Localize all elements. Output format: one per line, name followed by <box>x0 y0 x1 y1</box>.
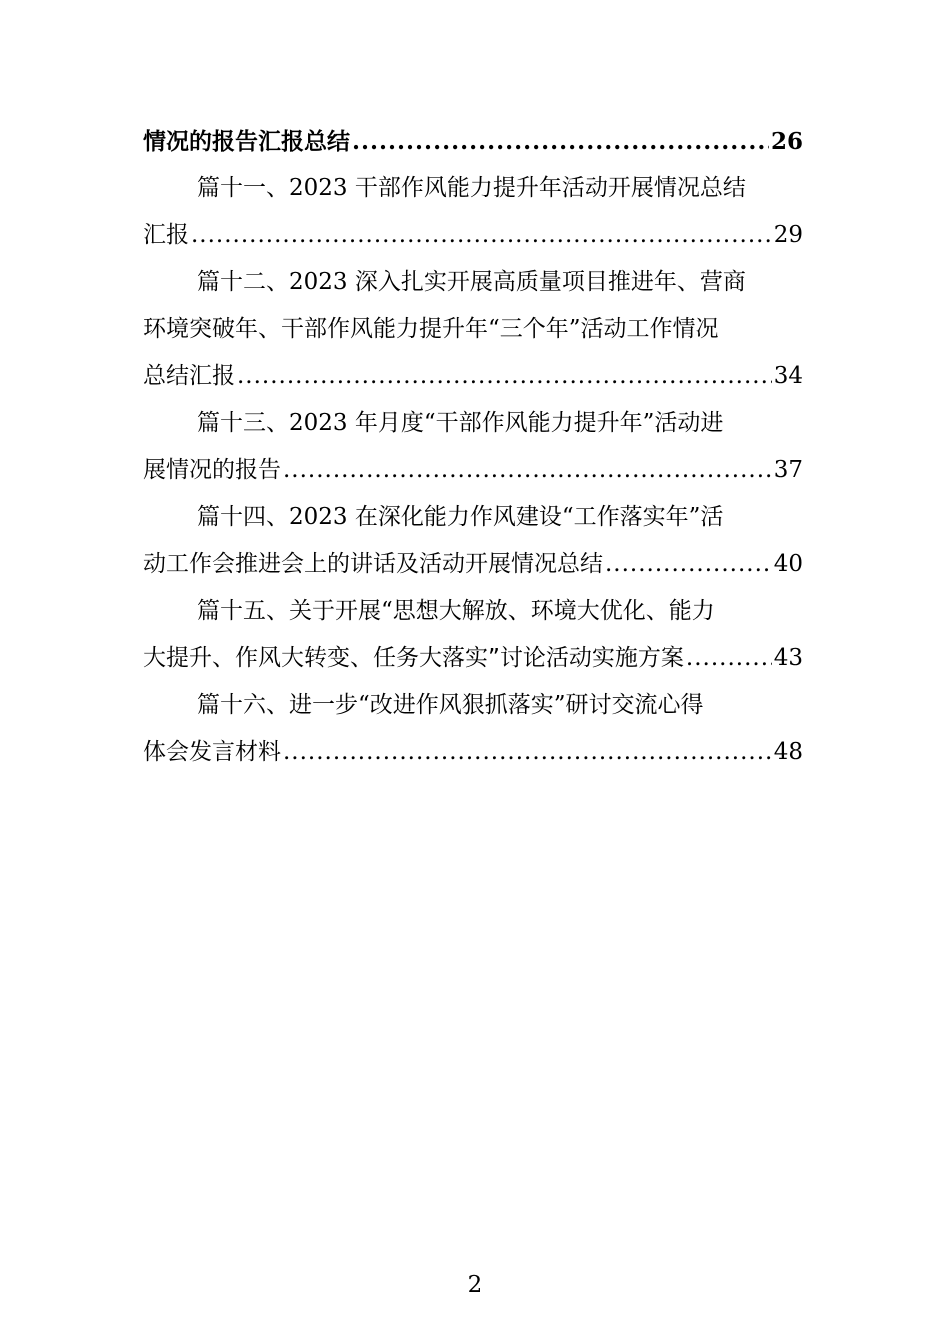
toc-leader-dots <box>237 353 772 400</box>
toc-entry-12-title[interactable]: 篇十二、2023 深入扎实开展高质量项目推进年、营商 <box>197 269 746 295</box>
toc-entry-12-title-cont[interactable]: 环境突破年、干部作风能力提升年“三个年”活动工作情况 <box>143 316 719 342</box>
toc-entry-12-last-line[interactable] <box>143 353 803 400</box>
toc-entry-14-last-line[interactable] <box>143 541 803 588</box>
toc-leader-dots <box>605 541 772 588</box>
toc-entry-14-title[interactable]: 篇十四、2023 在深化能力作风建设“工作落实年”活 <box>197 504 724 530</box>
toc-leader-dots <box>191 212 772 259</box>
toc-entry-11-page: 29 <box>773 222 803 248</box>
toc-entry-16-last-line[interactable] <box>143 729 803 776</box>
toc-entry-16-title[interactable]: 篇十六、进一步“改进作风狠抓落实”研讨交流心得 <box>197 692 704 718</box>
toc-entry-16-label: 体会发言材料 <box>143 739 281 765</box>
toc-entry-10-last-line[interactable] <box>143 118 803 165</box>
toc-entry-14-page: 40 <box>773 551 803 577</box>
toc-entry-11-title[interactable]: 篇十一、2023 干部作风能力提升年活动开展情况总结 <box>197 175 746 201</box>
toc-entry-12-label: 总结汇报 <box>143 363 235 389</box>
toc-entry-13-page: 37 <box>773 457 803 483</box>
toc-entry-16-page: 48 <box>773 739 803 765</box>
toc-entry-15-last-line[interactable] <box>143 635 803 682</box>
toc-entry-13-title[interactable]: 篇十三、2023 年月度“干部作风能力提升年”活动进 <box>197 410 724 436</box>
toc-entry-10-page: 26 <box>770 128 803 155</box>
page-number: 2 <box>467 1272 483 1298</box>
toc-entry-13-last-line[interactable] <box>143 447 803 494</box>
toc-leader-dots <box>686 635 772 682</box>
toc-leader-dots <box>283 447 772 494</box>
toc-entry-14-label: 动工作会推进会上的讲话及活动开展情况总结 <box>143 551 603 577</box>
toc-entry-15-page: 43 <box>773 645 803 671</box>
toc-entry-13-label: 展情况的报告 <box>143 457 281 483</box>
toc-leader-dots <box>283 729 772 776</box>
table-of-contents <box>143 118 803 776</box>
toc-entry-12-page: 34 <box>773 363 803 389</box>
toc-entry-15-title[interactable]: 篇十五、关于开展“思想大解放、环境大优化、能力 <box>197 598 715 624</box>
toc-entry-15-label: 大提升、作风大转变、任务大落实”讨论活动实施方案 <box>143 645 684 671</box>
toc-leader-dots <box>352 118 769 165</box>
toc-entry-11-last-line[interactable] <box>143 212 803 259</box>
toc-entry-10-label: 情况的报告汇报总结 <box>143 129 350 155</box>
toc-entry-11-label: 汇报 <box>143 222 189 248</box>
